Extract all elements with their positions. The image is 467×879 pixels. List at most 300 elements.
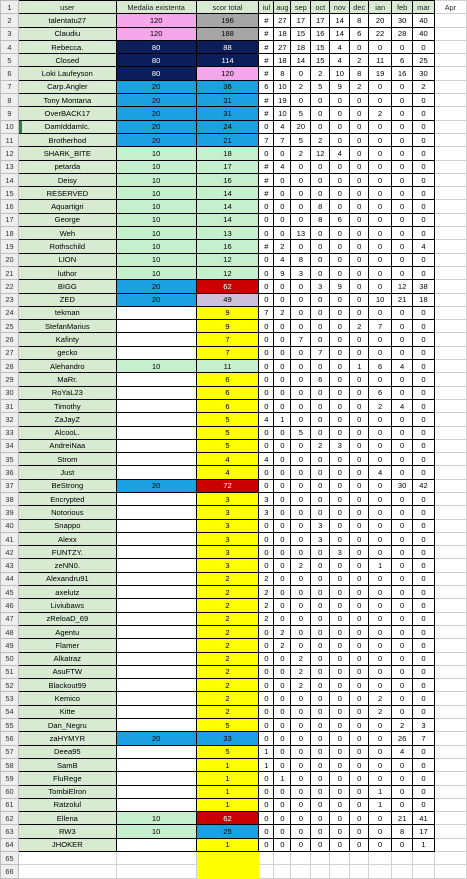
month-value-cell[interactable]: 0 bbox=[291, 745, 311, 758]
month-value-cell[interactable]: 4 bbox=[392, 399, 413, 412]
score-cell[interactable]: 16 bbox=[196, 240, 259, 253]
month-value-cell[interactable]: 0 bbox=[330, 719, 350, 732]
user-name-cell[interactable]: Rothschild bbox=[18, 240, 116, 253]
row-number[interactable]: 22 bbox=[1, 280, 19, 293]
score-cell[interactable]: 2 bbox=[196, 692, 259, 705]
score-cell[interactable]: 9 bbox=[196, 306, 259, 319]
month-value-cell[interactable]: 0 bbox=[291, 572, 311, 585]
medal-cell[interactable] bbox=[116, 453, 196, 466]
month-value-cell[interactable]: 0 bbox=[413, 758, 435, 771]
month-value-cell[interactable]: 14 bbox=[330, 14, 350, 27]
month-value-cell[interactable]: # bbox=[259, 54, 274, 67]
month-value-cell[interactable]: 0 bbox=[311, 586, 330, 599]
medal-cell[interactable]: 20 bbox=[116, 94, 196, 107]
month-value-cell[interactable]: 0 bbox=[392, 625, 413, 638]
month-value-cell[interactable]: 0 bbox=[311, 107, 330, 120]
medal-cell[interactable]: 20 bbox=[116, 293, 196, 306]
score-cell[interactable]: 1 bbox=[196, 758, 259, 771]
month-value-cell[interactable]: 7 bbox=[369, 320, 392, 333]
month-value-cell[interactable]: 0 bbox=[274, 798, 291, 811]
month-value-cell[interactable]: 0 bbox=[291, 293, 311, 306]
month-value-cell[interactable]: 0 bbox=[369, 94, 392, 107]
medal-cell[interactable]: 10 bbox=[116, 187, 196, 200]
month-value-cell[interactable]: 0 bbox=[392, 120, 413, 133]
month-value-cell[interactable]: 0 bbox=[311, 492, 330, 505]
user-name-cell[interactable]: LION bbox=[18, 253, 116, 266]
month-value-cell[interactable]: 2 bbox=[259, 612, 274, 625]
month-value-cell[interactable]: 0 bbox=[369, 160, 392, 173]
month-value-cell[interactable]: 4 bbox=[259, 413, 274, 426]
row-number[interactable]: 28 bbox=[1, 360, 19, 373]
month-value-cell[interactable]: 0 bbox=[330, 94, 350, 107]
month-value-cell[interactable]: 0 bbox=[392, 772, 413, 785]
month-value-cell[interactable]: 0 bbox=[311, 679, 330, 692]
month-value-cell[interactable]: 18 bbox=[274, 27, 291, 40]
month-value-cell[interactable]: 3 bbox=[413, 719, 435, 732]
month-value-cell[interactable]: 0 bbox=[330, 612, 350, 625]
month-value-cell[interactable]: 40 bbox=[413, 14, 435, 27]
month-value-cell[interactable]: 0 bbox=[330, 586, 350, 599]
month-value-cell[interactable]: 0 bbox=[274, 758, 291, 771]
month-value-cell[interactable]: 0 bbox=[369, 732, 392, 745]
month-value-cell[interactable]: 0 bbox=[350, 439, 369, 452]
score-cell[interactable]: 7 bbox=[196, 333, 259, 346]
month-value-cell[interactable] bbox=[435, 466, 467, 479]
month-value-cell[interactable]: 0 bbox=[392, 346, 413, 359]
empty-cell[interactable] bbox=[196, 865, 259, 878]
month-value-cell[interactable]: 2 bbox=[369, 705, 392, 718]
user-name-cell[interactable]: Alexandru91 bbox=[18, 572, 116, 585]
month-value-cell[interactable]: 0 bbox=[350, 705, 369, 718]
user-name-cell[interactable]: Encrypted bbox=[18, 492, 116, 505]
month-value-cell[interactable]: 0 bbox=[259, 559, 274, 572]
month-value-cell[interactable]: 0 bbox=[350, 492, 369, 505]
month-value-cell[interactable]: 0 bbox=[369, 280, 392, 293]
month-value-cell[interactable]: 0 bbox=[259, 346, 274, 359]
month-value-cell[interactable]: 0 bbox=[330, 652, 350, 665]
month-value-cell[interactable]: 0 bbox=[350, 399, 369, 412]
score-cell[interactable]: 16 bbox=[196, 173, 259, 186]
month-value-cell[interactable]: 17 bbox=[413, 825, 435, 838]
user-name-cell[interactable]: Timothy bbox=[18, 399, 116, 412]
month-value-cell[interactable]: 0 bbox=[330, 466, 350, 479]
month-value-cell[interactable]: 0 bbox=[413, 519, 435, 532]
row-number[interactable]: 6 bbox=[1, 67, 19, 80]
user-name-cell[interactable]: axelutz bbox=[18, 586, 116, 599]
medal-cell[interactable]: 10 bbox=[116, 825, 196, 838]
month-value-cell[interactable]: 0 bbox=[330, 492, 350, 505]
month-value-cell[interactable]: 4 bbox=[274, 253, 291, 266]
month-value-cell[interactable]: 0 bbox=[274, 692, 291, 705]
medal-cell[interactable] bbox=[116, 625, 196, 638]
month-value-cell[interactable]: 0 bbox=[392, 439, 413, 452]
month-value-cell[interactable]: 3 bbox=[291, 266, 311, 279]
month-value-cell[interactable] bbox=[435, 692, 467, 705]
row-number[interactable]: 21 bbox=[1, 266, 19, 279]
user-name-cell[interactable]: AlcooL. bbox=[18, 426, 116, 439]
score-cell[interactable]: 88 bbox=[196, 40, 259, 53]
month-value-cell[interactable]: 0 bbox=[330, 825, 350, 838]
user-name-cell[interactable]: Closed bbox=[18, 54, 116, 67]
month-value-cell[interactable]: 0 bbox=[311, 506, 330, 519]
score-cell[interactable]: 9 bbox=[196, 320, 259, 333]
month-value-cell[interactable]: 0 bbox=[330, 240, 350, 253]
month-value-cell[interactable]: 0 bbox=[392, 107, 413, 120]
month-value-cell[interactable]: 0 bbox=[274, 705, 291, 718]
month-value-cell[interactable]: 0 bbox=[350, 812, 369, 825]
month-value-cell[interactable]: 0 bbox=[330, 772, 350, 785]
month-value-cell[interactable]: 0 bbox=[311, 120, 330, 133]
month-value-cell[interactable]: 0 bbox=[259, 665, 274, 678]
month-value-cell[interactable]: 0 bbox=[259, 293, 274, 306]
score-cell[interactable]: 25 bbox=[196, 825, 259, 838]
month-value-cell[interactable]: 0 bbox=[274, 532, 291, 545]
row-number[interactable]: 48 bbox=[1, 625, 19, 638]
user-name-cell[interactable]: DamIddamIc. bbox=[18, 120, 116, 133]
month-value-cell[interactable]: 0 bbox=[330, 293, 350, 306]
user-name-cell[interactable]: Kafinty bbox=[18, 333, 116, 346]
month-value-cell[interactable]: 0 bbox=[291, 346, 311, 359]
month-value-cell[interactable]: 0 bbox=[369, 825, 392, 838]
month-value-cell[interactable]: 18 bbox=[413, 293, 435, 306]
score-cell[interactable]: 62 bbox=[196, 812, 259, 825]
month-value-cell[interactable]: 0 bbox=[413, 679, 435, 692]
score-cell[interactable]: 120 bbox=[196, 67, 259, 80]
row-number[interactable]: 8 bbox=[1, 94, 19, 107]
month-value-cell[interactable]: 2 bbox=[392, 719, 413, 732]
user-name-cell[interactable]: SHARK_BITE bbox=[18, 147, 116, 160]
month-value-cell[interactable] bbox=[435, 413, 467, 426]
month-value-cell[interactable]: 0 bbox=[392, 40, 413, 53]
month-value-cell[interactable]: 0 bbox=[330, 346, 350, 359]
month-value-cell[interactable]: 0 bbox=[413, 586, 435, 599]
month-value-cell[interactable]: 0 bbox=[291, 213, 311, 226]
month-value-cell[interactable] bbox=[435, 360, 467, 373]
medal-cell[interactable] bbox=[116, 798, 196, 811]
month-value-cell[interactable]: 0 bbox=[311, 173, 330, 186]
month-value-cell[interactable]: 0 bbox=[392, 426, 413, 439]
medal-cell[interactable] bbox=[116, 679, 196, 692]
month-value-cell[interactable]: 0 bbox=[274, 386, 291, 399]
month-value-cell[interactable]: 0 bbox=[291, 373, 311, 386]
month-value-cell[interactable]: 0 bbox=[392, 227, 413, 240]
month-value-cell[interactable]: 0 bbox=[413, 373, 435, 386]
month-value-cell[interactable]: 0 bbox=[350, 187, 369, 200]
user-name-cell[interactable]: Ellena bbox=[18, 812, 116, 825]
month-value-cell[interactable]: 0 bbox=[369, 439, 392, 452]
row-number[interactable]: 24 bbox=[1, 306, 19, 319]
month-value-cell[interactable]: 10 bbox=[274, 80, 291, 93]
month-value-cell[interactable]: 0 bbox=[311, 94, 330, 107]
month-value-cell[interactable]: 0 bbox=[274, 453, 291, 466]
month-value-cell[interactable]: 0 bbox=[392, 200, 413, 213]
month-value-cell[interactable]: 0 bbox=[369, 227, 392, 240]
month-value-cell[interactable]: 0 bbox=[330, 479, 350, 492]
month-value-cell[interactable]: 0 bbox=[413, 413, 435, 426]
month-value-cell[interactable]: 0 bbox=[311, 745, 330, 758]
month-value-cell[interactable]: 0 bbox=[311, 559, 330, 572]
empty-cell[interactable] bbox=[274, 865, 291, 878]
row-number[interactable]: 64 bbox=[1, 838, 19, 851]
month-value-cell[interactable]: 0 bbox=[291, 413, 311, 426]
score-cell[interactable]: 2 bbox=[196, 625, 259, 638]
empty-cell[interactable] bbox=[350, 852, 369, 865]
month-value-cell[interactable]: # bbox=[259, 173, 274, 186]
empty-cell[interactable] bbox=[291, 865, 311, 878]
user-name-cell[interactable]: RESERVED bbox=[18, 187, 116, 200]
row-number[interactable]: 36 bbox=[1, 466, 19, 479]
medal-cell[interactable]: 80 bbox=[116, 40, 196, 53]
score-cell[interactable]: 188 bbox=[196, 27, 259, 40]
month-value-cell[interactable]: 0 bbox=[392, 413, 413, 426]
month-value-cell[interactable]: 10 bbox=[330, 67, 350, 80]
month-value-cell[interactable]: 0 bbox=[259, 705, 274, 718]
month-value-cell[interactable]: 0 bbox=[392, 266, 413, 279]
month-value-cell[interactable]: 27 bbox=[274, 40, 291, 53]
row-number[interactable]: 55 bbox=[1, 719, 19, 732]
medal-cell[interactable] bbox=[116, 785, 196, 798]
month-value-cell[interactable]: 21 bbox=[392, 293, 413, 306]
medal-cell[interactable] bbox=[116, 413, 196, 426]
month-value-cell[interactable]: 7 bbox=[259, 306, 274, 319]
user-name-cell[interactable]: zaHYMYR bbox=[18, 732, 116, 745]
month-value-cell[interactable]: 0 bbox=[274, 546, 291, 559]
month-value-cell[interactable]: 0 bbox=[311, 732, 330, 745]
month-value-cell[interactable]: 0 bbox=[413, 40, 435, 53]
row-number[interactable]: 2 bbox=[1, 14, 19, 27]
month-value-cell[interactable]: 8 bbox=[350, 14, 369, 27]
month-value-cell[interactable]: 0 bbox=[330, 705, 350, 718]
month-value-cell[interactable]: # bbox=[259, 94, 274, 107]
month-value-cell[interactable]: 0 bbox=[369, 532, 392, 545]
month-value-cell[interactable]: 0 bbox=[369, 306, 392, 319]
month-value-cell[interactable]: 0 bbox=[413, 133, 435, 146]
month-value-cell[interactable]: 20 bbox=[369, 14, 392, 27]
month-value-cell[interactable]: 0 bbox=[311, 612, 330, 625]
month-value-cell[interactable]: 0 bbox=[291, 532, 311, 545]
row-number[interactable]: 60 bbox=[1, 785, 19, 798]
score-cell[interactable]: 11 bbox=[196, 360, 259, 373]
medal-cell[interactable] bbox=[116, 639, 196, 652]
month-value-cell[interactable]: # bbox=[259, 240, 274, 253]
user-name-cell[interactable]: Claudiu bbox=[18, 27, 116, 40]
month-value-cell[interactable]: 0 bbox=[330, 399, 350, 412]
month-value-cell[interactable]: 0 bbox=[369, 200, 392, 213]
user-name-cell[interactable]: Notorious bbox=[18, 506, 116, 519]
month-value-cell[interactable]: 0 bbox=[291, 399, 311, 412]
month-value-cell[interactable] bbox=[435, 492, 467, 505]
score-cell[interactable]: 196 bbox=[196, 14, 259, 27]
month-value-cell[interactable]: 0 bbox=[369, 679, 392, 692]
month-value-cell[interactable]: # bbox=[259, 14, 274, 27]
month-value-cell[interactable]: 7 bbox=[413, 732, 435, 745]
month-value-cell[interactable] bbox=[435, 280, 467, 293]
month-value-cell[interactable]: 8 bbox=[311, 200, 330, 213]
month-value-cell[interactable] bbox=[435, 479, 467, 492]
month-value-cell[interactable]: 0 bbox=[291, 772, 311, 785]
month-value-cell[interactable]: 4 bbox=[413, 240, 435, 253]
empty-cell[interactable] bbox=[413, 865, 435, 878]
medal-cell[interactable]: 20 bbox=[116, 479, 196, 492]
month-value-cell[interactable]: 0 bbox=[369, 187, 392, 200]
month-value-cell[interactable]: 0 bbox=[291, 173, 311, 186]
user-name-cell[interactable]: Blackout99 bbox=[18, 679, 116, 692]
user-name-cell[interactable]: luthor bbox=[18, 266, 116, 279]
month-value-cell[interactable] bbox=[435, 772, 467, 785]
month-value-cell[interactable]: 12 bbox=[311, 147, 330, 160]
empty-cell[interactable] bbox=[369, 865, 392, 878]
month-value-cell[interactable]: 0 bbox=[369, 625, 392, 638]
month-value-cell[interactable]: 0 bbox=[274, 466, 291, 479]
month-value-cell[interactable]: 0 bbox=[413, 94, 435, 107]
month-value-cell[interactable]: 0 bbox=[350, 825, 369, 838]
month-value-cell[interactable]: 15 bbox=[311, 54, 330, 67]
month-value-cell[interactable]: 0 bbox=[350, 719, 369, 732]
month-value-cell[interactable] bbox=[435, 612, 467, 625]
score-cell[interactable]: 3 bbox=[196, 519, 259, 532]
month-value-cell[interactable]: 3 bbox=[330, 546, 350, 559]
row-number[interactable]: 26 bbox=[1, 333, 19, 346]
row-number[interactable]: 23 bbox=[1, 293, 19, 306]
medal-cell[interactable]: 10 bbox=[116, 200, 196, 213]
score-cell[interactable]: 24 bbox=[196, 120, 259, 133]
month-value-cell[interactable] bbox=[435, 732, 467, 745]
month-value-cell[interactable] bbox=[435, 665, 467, 678]
row-number[interactable]: 53 bbox=[1, 692, 19, 705]
month-value-cell[interactable] bbox=[435, 825, 467, 838]
row-number[interactable]: 44 bbox=[1, 572, 19, 585]
user-name-cell[interactable]: FUNTZY. bbox=[18, 546, 116, 559]
medal-cell[interactable]: 10 bbox=[116, 240, 196, 253]
row-number[interactable]: 18 bbox=[1, 227, 19, 240]
month-value-cell[interactable]: 0 bbox=[413, 652, 435, 665]
month-value-cell[interactable]: 0 bbox=[311, 266, 330, 279]
medal-cell[interactable] bbox=[116, 373, 196, 386]
month-value-cell[interactable]: 0 bbox=[413, 306, 435, 319]
month-value-cell[interactable]: 0 bbox=[291, 719, 311, 732]
month-value-cell[interactable]: 0 bbox=[259, 466, 274, 479]
month-value-cell[interactable]: 0 bbox=[369, 506, 392, 519]
user-name-cell[interactable]: BeStrong bbox=[18, 479, 116, 492]
month-value-cell[interactable]: 0 bbox=[330, 320, 350, 333]
month-value-cell[interactable]: 0 bbox=[369, 519, 392, 532]
month-value-cell[interactable]: 30 bbox=[392, 14, 413, 27]
month-value-cell[interactable]: 0 bbox=[350, 665, 369, 678]
month-value-cell[interactable]: 0 bbox=[369, 652, 392, 665]
month-value-cell[interactable] bbox=[435, 160, 467, 173]
month-value-cell[interactable]: 0 bbox=[274, 293, 291, 306]
month-value-cell[interactable]: 0 bbox=[392, 546, 413, 559]
month-value-cell[interactable]: 41 bbox=[413, 812, 435, 825]
row-number[interactable]: 19 bbox=[1, 240, 19, 253]
month-value-cell[interactable]: 0 bbox=[413, 546, 435, 559]
month-value-cell[interactable]: 4 bbox=[392, 745, 413, 758]
month-value-cell[interactable]: 0 bbox=[369, 745, 392, 758]
month-value-cell[interactable]: 0 bbox=[311, 320, 330, 333]
month-value-cell[interactable]: 2 bbox=[274, 306, 291, 319]
month-value-cell[interactable]: 0 bbox=[350, 466, 369, 479]
month-value-cell[interactable]: 0 bbox=[259, 399, 274, 412]
month-value-cell[interactable]: 2 bbox=[291, 80, 311, 93]
month-value-cell[interactable]: 0 bbox=[311, 466, 330, 479]
row-number[interactable]: 12 bbox=[1, 147, 19, 160]
month-value-cell[interactable]: 22 bbox=[369, 27, 392, 40]
month-value-cell[interactable]: 0 bbox=[330, 745, 350, 758]
medal-cell[interactable] bbox=[116, 612, 196, 625]
month-value-cell[interactable]: 16 bbox=[311, 27, 330, 40]
month-value-cell[interactable] bbox=[435, 346, 467, 359]
month-value-cell[interactable]: 0 bbox=[392, 705, 413, 718]
score-cell[interactable]: 36 bbox=[196, 80, 259, 93]
score-cell[interactable]: 17 bbox=[196, 160, 259, 173]
row-number[interactable]: 4 bbox=[1, 40, 19, 53]
user-name-cell[interactable]: Weh bbox=[18, 227, 116, 240]
month-value-cell[interactable]: 0 bbox=[392, 559, 413, 572]
month-value-cell[interactable]: 0 bbox=[392, 665, 413, 678]
month-value-cell[interactable]: 2 bbox=[291, 665, 311, 678]
score-cell[interactable]: 3 bbox=[196, 492, 259, 505]
month-value-cell[interactable]: 3 bbox=[311, 280, 330, 293]
month-value-cell[interactable]: 0 bbox=[350, 213, 369, 226]
row-number[interactable]: 15 bbox=[1, 187, 19, 200]
month-value-cell[interactable]: 0 bbox=[330, 572, 350, 585]
month-value-cell[interactable]: 0 bbox=[274, 599, 291, 612]
month-value-cell[interactable] bbox=[435, 652, 467, 665]
month-value-cell[interactable]: 0 bbox=[350, 692, 369, 705]
row-number[interactable]: 5 bbox=[1, 54, 19, 67]
month-value-cell[interactable]: 0 bbox=[350, 160, 369, 173]
medal-cell[interactable]: 120 bbox=[116, 14, 196, 27]
month-value-cell[interactable]: 0 bbox=[330, 200, 350, 213]
month-value-cell[interactable]: 0 bbox=[330, 758, 350, 771]
month-value-cell[interactable]: 6 bbox=[369, 386, 392, 399]
month-value-cell[interactable]: 4 bbox=[274, 120, 291, 133]
month-value-cell[interactable]: 0 bbox=[413, 266, 435, 279]
month-value-cell[interactable]: 0 bbox=[392, 173, 413, 186]
medal-cell[interactable] bbox=[116, 665, 196, 678]
month-value-cell[interactable]: 0 bbox=[392, 492, 413, 505]
month-value-cell[interactable] bbox=[435, 293, 467, 306]
month-value-cell[interactable] bbox=[435, 253, 467, 266]
month-value-cell[interactable]: 0 bbox=[413, 692, 435, 705]
month-value-cell[interactable]: 0 bbox=[369, 492, 392, 505]
month-value-cell[interactable]: 0 bbox=[259, 812, 274, 825]
month-value-cell[interactable]: # bbox=[259, 27, 274, 40]
medal-cell[interactable]: 20 bbox=[116, 107, 196, 120]
month-value-cell[interactable]: 0 bbox=[291, 453, 311, 466]
month-value-cell[interactable]: 0 bbox=[330, 838, 350, 851]
month-value-cell[interactable]: 0 bbox=[392, 80, 413, 93]
month-value-cell[interactable]: # bbox=[259, 187, 274, 200]
row-number[interactable]: 34 bbox=[1, 439, 19, 452]
month-value-cell[interactable]: 0 bbox=[259, 280, 274, 293]
month-value-cell[interactable] bbox=[435, 54, 467, 67]
column-header-month[interactable]: iul bbox=[259, 1, 274, 14]
month-value-cell[interactable] bbox=[435, 266, 467, 279]
month-value-cell[interactable]: 0 bbox=[350, 519, 369, 532]
month-value-cell[interactable]: 0 bbox=[330, 107, 350, 120]
month-value-cell[interactable]: 0 bbox=[392, 599, 413, 612]
month-value-cell[interactable]: 0 bbox=[311, 639, 330, 652]
month-value-cell[interactable]: 2 bbox=[311, 133, 330, 146]
row-number[interactable]: 66 bbox=[1, 865, 19, 878]
month-value-cell[interactable]: 0 bbox=[392, 612, 413, 625]
month-value-cell[interactable]: 8 bbox=[291, 253, 311, 266]
month-value-cell[interactable]: 3 bbox=[311, 519, 330, 532]
month-value-cell[interactable]: 4 bbox=[274, 160, 291, 173]
month-value-cell[interactable]: 0 bbox=[259, 825, 274, 838]
user-name-cell[interactable]: StefanMarius bbox=[18, 320, 116, 333]
